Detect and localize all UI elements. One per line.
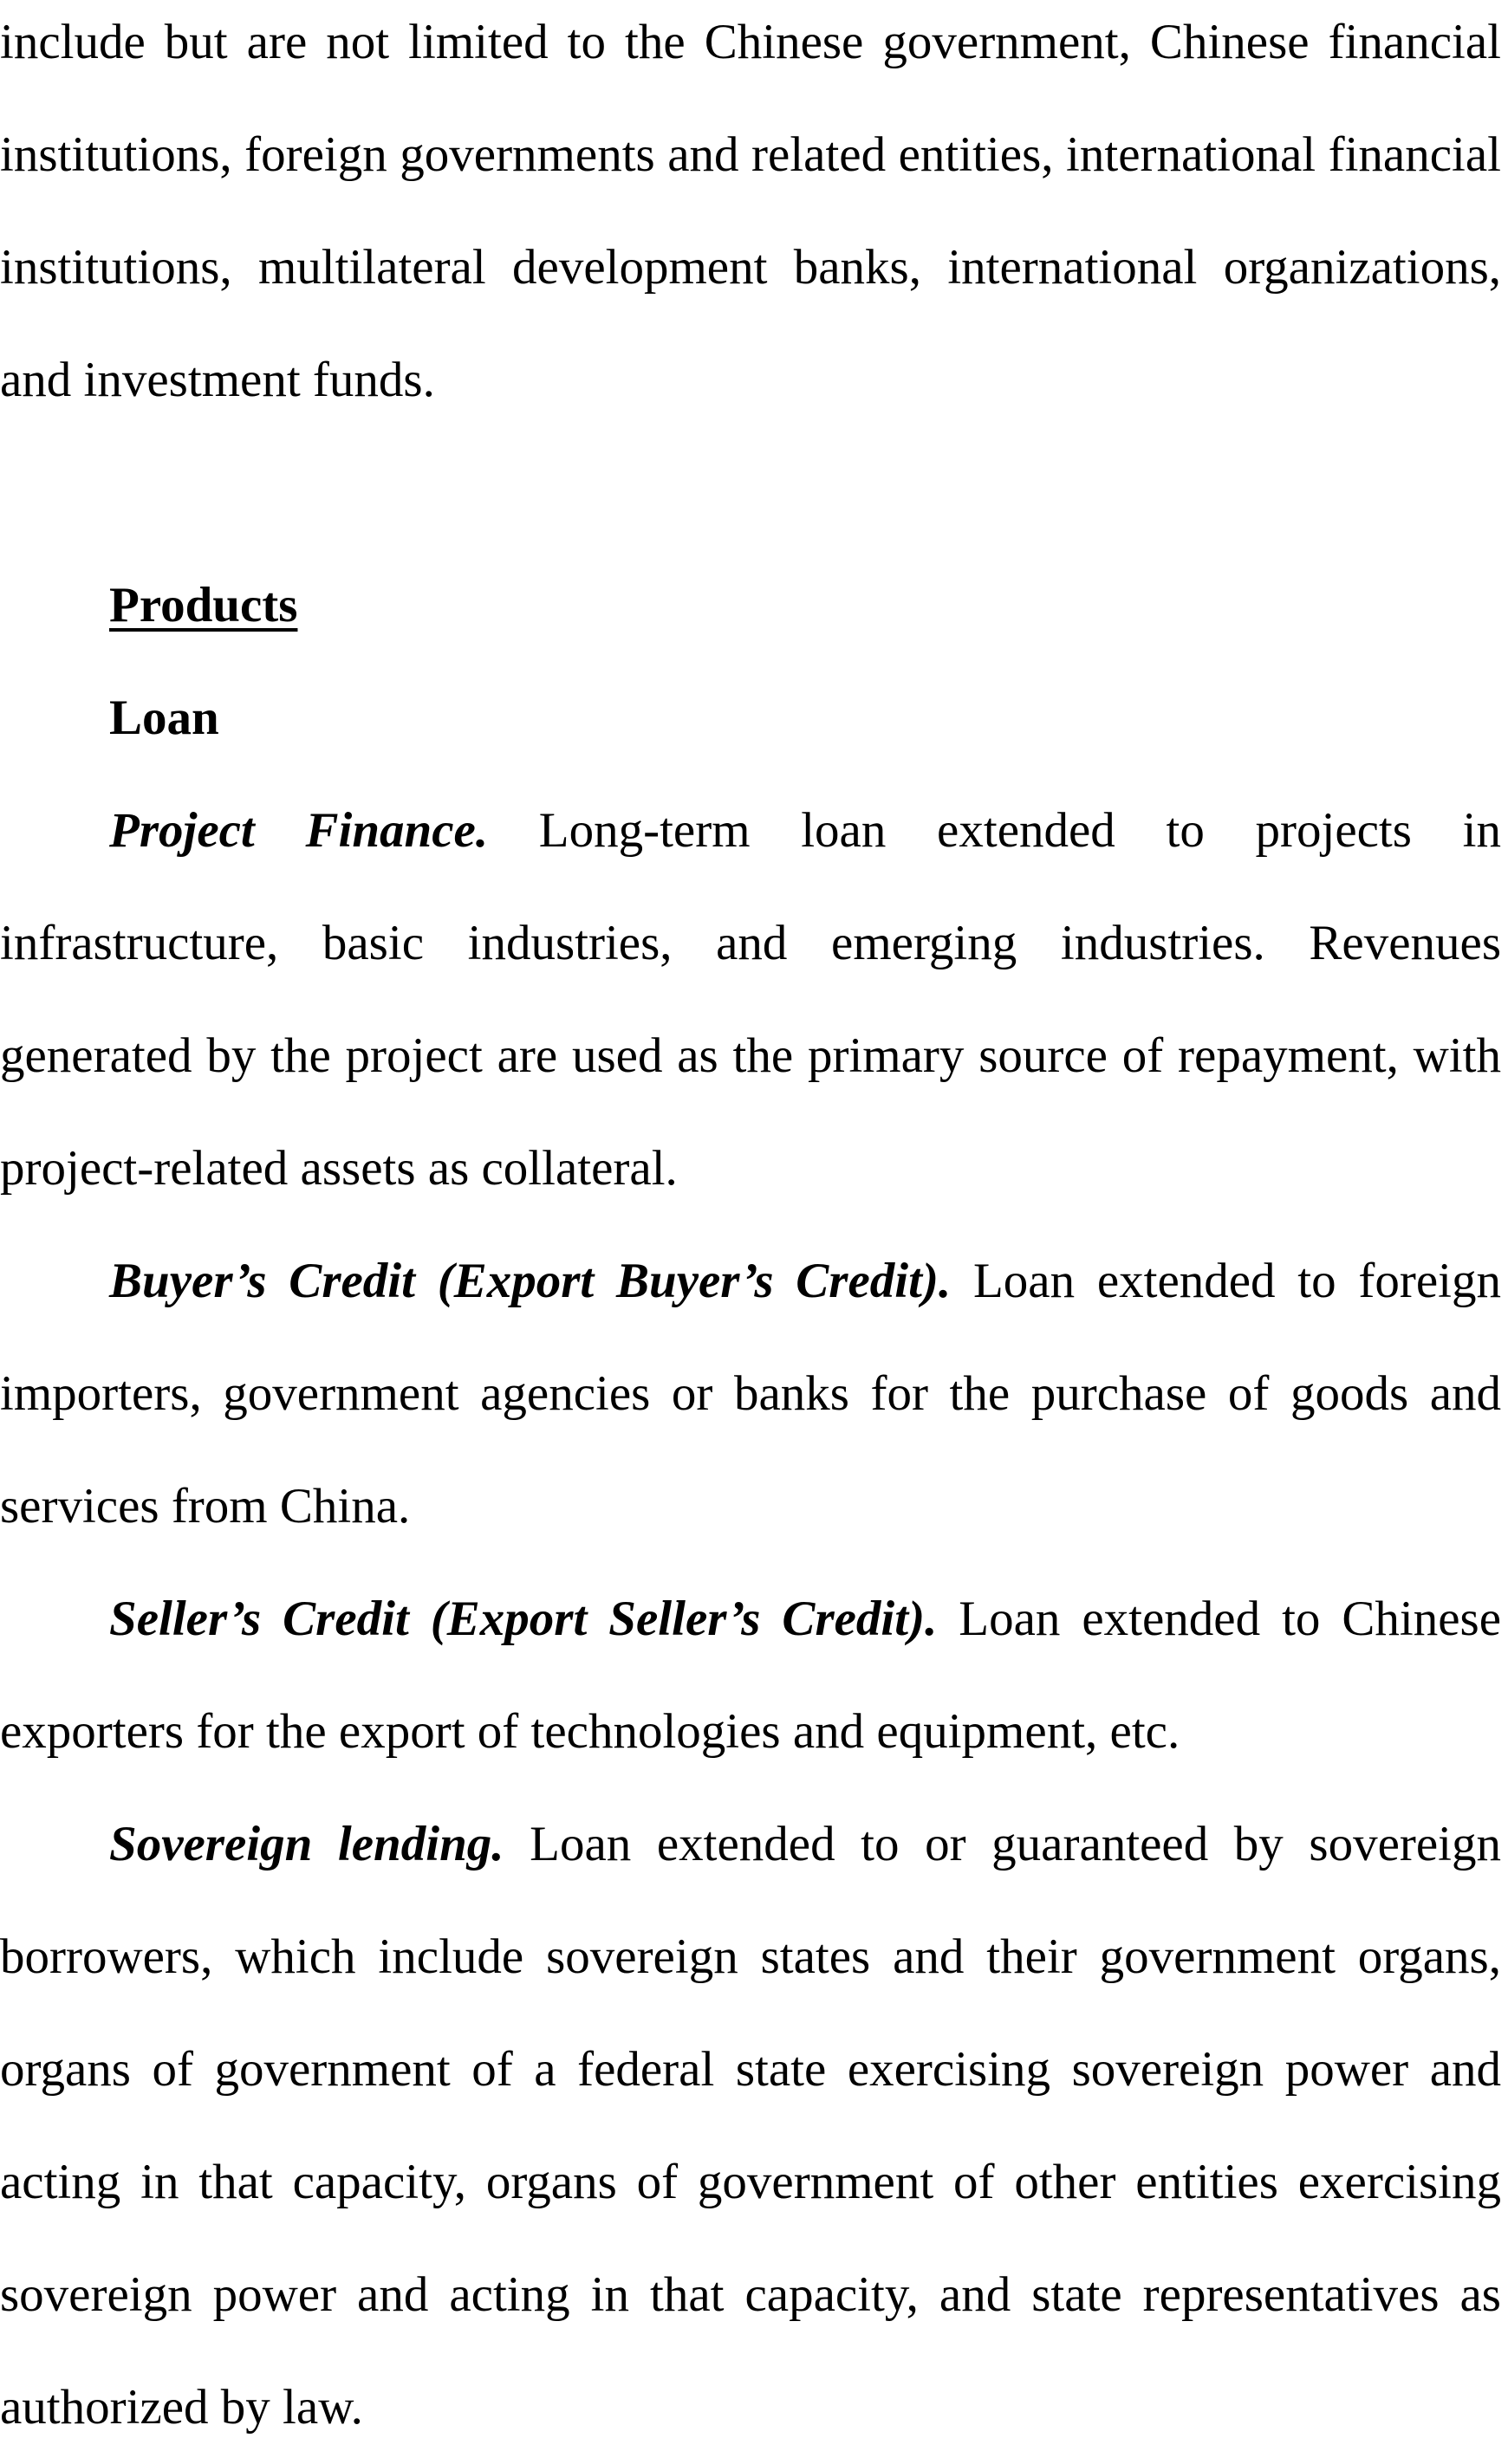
sovereign-lending-text: Loan extended to or guaranteed by sovereign borrowers, which include sovereign states and their government organs, organs of government of a federal state exercising sovereign power and acting in that capacity, organs of government of other entities exercising sovereign power and acting in that capacity, and state representatives as authorized by law. xyxy=(0,1817,1501,2435)
buyers-credit-paragraph xyxy=(0,1225,1501,1563)
sovereign-lending-term: Sovereign lending. xyxy=(109,1817,504,1871)
section-heading xyxy=(0,549,1501,662)
project-finance-paragraph xyxy=(0,775,1501,1225)
paragraph-spacer xyxy=(0,437,1501,549)
subsection-heading: Loan xyxy=(109,691,219,745)
project-finance-term: Project Finance. xyxy=(109,803,489,858)
sellers-credit-paragraph xyxy=(0,1563,1501,1788)
buyers-credit-term: Buyer’s Credit (Export Buyer’s Credit). xyxy=(109,1254,952,1308)
buyers-credit-text: Loan extended to foreign importers, government agencies or banks for the purchase of goods and services from China. xyxy=(0,1254,1501,1534)
section-heading-text: Products xyxy=(109,578,298,632)
sellers-credit-text: Loan extended to Chinese exporters for the export of technologies and equipment, etc. xyxy=(0,1592,1501,1759)
sellers-credit-term: Seller’s Credit (Export Seller’s Credit). xyxy=(109,1592,938,1646)
intro-paragraph: include but are not limited to the Chinese government, Chinese financial institutions, foreign governments and related entities, international financial institutions, multilateral development banks, international organizations, and investment funds. xyxy=(0,15,1501,407)
project-finance-text: Long-term loan extended to projects in infrastructure, basic industries, and emerging industries. Revenues generated by the project are used as the primary source of repayment, with project-related assets as collateral. xyxy=(0,803,1501,1196)
sovereign-lending-paragraph xyxy=(0,1788,1501,2464)
